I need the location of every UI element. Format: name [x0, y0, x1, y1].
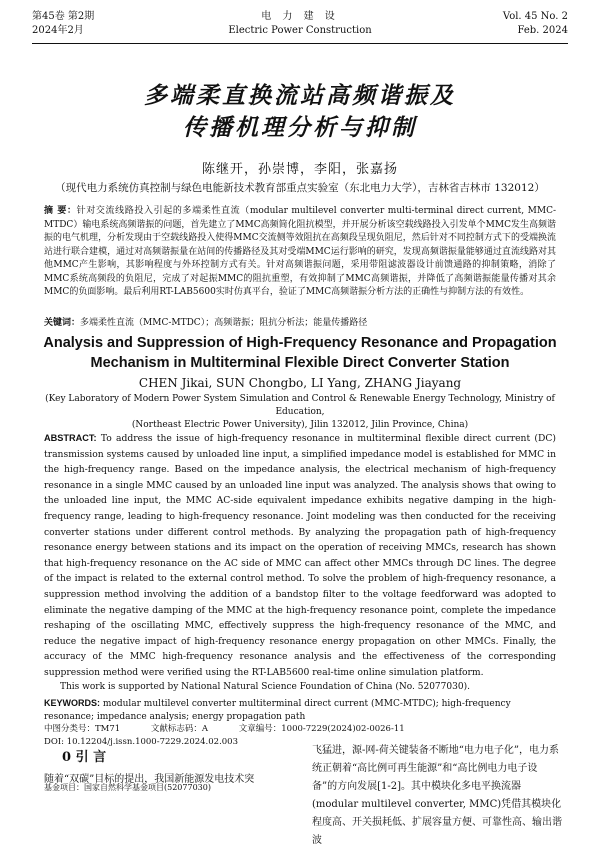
abstract-cn-label: 摘 要： [44, 206, 77, 216]
classification-row [44, 723, 433, 735]
keywords-en-label: KEYWORDS: [44, 698, 100, 708]
abstract-cn-text: 针对交流线路投入引起的多端柔性直流（modular multilevel converter multi-terminal direct current, MMC-MTDC）输电系统高频谐振的问题，首先建立了MMC高频简化阻抗模型，并开展分析该空载线路投入引发单个MMC发生高频谐振的电气机理，分析发现由于空载线路投入使得MMC交流侧等效阻抗在高频段呈现负阻尼，然后针对不同控制方式下的受端换流站进行联合建模，通过对高频谐振量在站间的传播路径及其对受端MMC运行影响的研究，发现高频谐振量能够通过直流线路对其他MMC产生影响，其影响程度与外环控制方式有关。针对高频谐振问题，采用带阻滤波器设计前馈通路的抑制策略，消除了MMC系统高频段的负阻尼，完成了对起振MMC的阻抗重塑，有效抑制了MMC高频谐振，并降低了高频谐振能量传播对其余MMC的负面影响。最后利用RT-LAB5600实时仿真平台，验证了MMC高频谐振分析方法的正确性与抑制方法的有效性。 [44, 206, 557, 297]
abstract-en-text: To address the issue of high-frequency resonance in multiterminal flexible direct current (DC) transmission systems caused by unloaded line input, a simplified impedance model is established for MMC in the high-frequency range. Based on the impedance analysis, the electrical mechanism of high-frequency resonance in a single MMC caused by an unloaded line input was analyzed. The analysis shows that owing to the unloaded line input, the MMC AC-side equivalent impedance exhibits negative damping in the high-frequency range, leading to high-frequency resonance. Joint modeling was then conducted for the receiving converter stations under different control methods. By analyzing the propagation path of high-frequency resonance energy between stations and its impact on the operation of receiving MMCs, research has shown that high-frequency resonance on the AC side of MMC can affect other MMCs through DC lines. The degree of the impact is related to the external control method. To solve the problem of high-frequency resonance, a suppression method involving the addition of a bandstop filter to the voltage feedforward was adopted to eliminate the negative damping of the MMC at the high-frequency resonance point, complete the impedance reshaping of the oscillating MMC, effectively suppress the high-frequency resonance of the MMC, and reduce the negative impact of high-frequency resonance energy propagation on other MMCs. Finally, the accuracy of the MMC high-frequency resonance analysis and the effectiveness of the corresponding suppression method were verified using the RT-LAB5600 real-time online simulation platform. [44, 433, 556, 678]
doi: DOI: 10.12204/j.issn.1000-7229.2024.02.003 [44, 737, 238, 747]
volume-en: Vol. 45 No. 2 [502, 11, 568, 22]
keywords-cn [44, 317, 556, 330]
footnote-funding: 基金项目：国家自然科学基金项目(52077030) [44, 783, 211, 792]
affiliation-en-line-2: (Northeast Electric Power University), Jilin 132012, Jilin Province, China) [131, 420, 469, 430]
clc-number: 中图分类号：TM71 [44, 724, 121, 734]
header-divider [32, 43, 568, 44]
affiliation-en-line-1: (Key Laboratory of Modern Power System Simulation and Control & Renewable Energy Technology, Ministry of Education, [45, 394, 555, 417]
title-cn-line-1: 多端柔直换流站高频谐振及 [144, 82, 456, 109]
abstract-en-label: ABSTRACT: [44, 433, 97, 443]
section-heading-introduction: 0 引 言 [62, 750, 107, 765]
keywords-cn-text: 多端柔性直流（MMC-MTDC）；高频谐振；阻抗分析法；能量传播路径 [80, 318, 368, 328]
header-center [32, 10, 568, 38]
abstract-cn [44, 205, 556, 300]
keywords-en [44, 697, 556, 724]
date-en: Feb. 2024 [517, 25, 568, 36]
keywords-cn-label: 关键词： [44, 318, 81, 328]
header-right [503, 10, 568, 38]
title-cn-line-2: 传播机理分析与抑制 [183, 114, 417, 141]
intro-right-column: 飞猛进，源-网-荷关键装备不断地“电力电子化”，电力系统正朝着“高比例可再生能源”和“高比例电力电子设备”的方向发展[1-2]。其中模块化多电平换流器(modular multilevel converter, MMC)凭借其模块化程度高、开关损耗低、扩展容量方便、可靠性高、输出谐波 [312, 745, 562, 846]
authors-en: CHEN Jikai, SUN Chongbo, LI Yang, ZHANG Jiayang [138, 376, 462, 390]
abstract-en [44, 431, 556, 681]
title-en-line-2: Mechanism in Multiterminal Flexible Direct Converter Station [90, 355, 510, 371]
affiliation-cn: （现代电力系统仿真控制与绿色电能新技术教育部重点实验室（东北电力大学），吉林省吉林市 132012） [55, 182, 545, 194]
affiliation-en [40, 393, 560, 432]
authors-cn: 陈继开，孙崇博，李阳，张嘉扬 [201, 162, 398, 177]
paper-title-cn [0, 80, 600, 144]
journal-name-en: Electric Power Construction [228, 25, 372, 36]
journal-name-cn: 电 力 建 设 [261, 11, 339, 22]
intro-left-column: 随着“双碳”目标的提出，我国新能源发电技术突 [44, 774, 255, 785]
volume-cn: 第45卷 第2期 [32, 11, 95, 22]
title-en-line-1: Analysis and Suppression of High-Frequency Resonance and Propagation [43, 335, 557, 351]
date-cn: 2024年2月 [32, 25, 84, 36]
running-header [32, 10, 568, 46]
keywords-en-text: modular multilevel converter multiterminal direct current (MMC-MTDC); high-frequency resonance; impedance analysis; energy propagation path [44, 699, 511, 722]
article-number: 文章编号：1000-7229(2024)02-0026-11 [238, 724, 405, 734]
funding-en: This work is supported by National Natural Science Foundation of China (No. 52077030). [60, 682, 470, 692]
document-code: 文献标志码：A [150, 724, 209, 734]
paper-title-en [0, 333, 600, 373]
